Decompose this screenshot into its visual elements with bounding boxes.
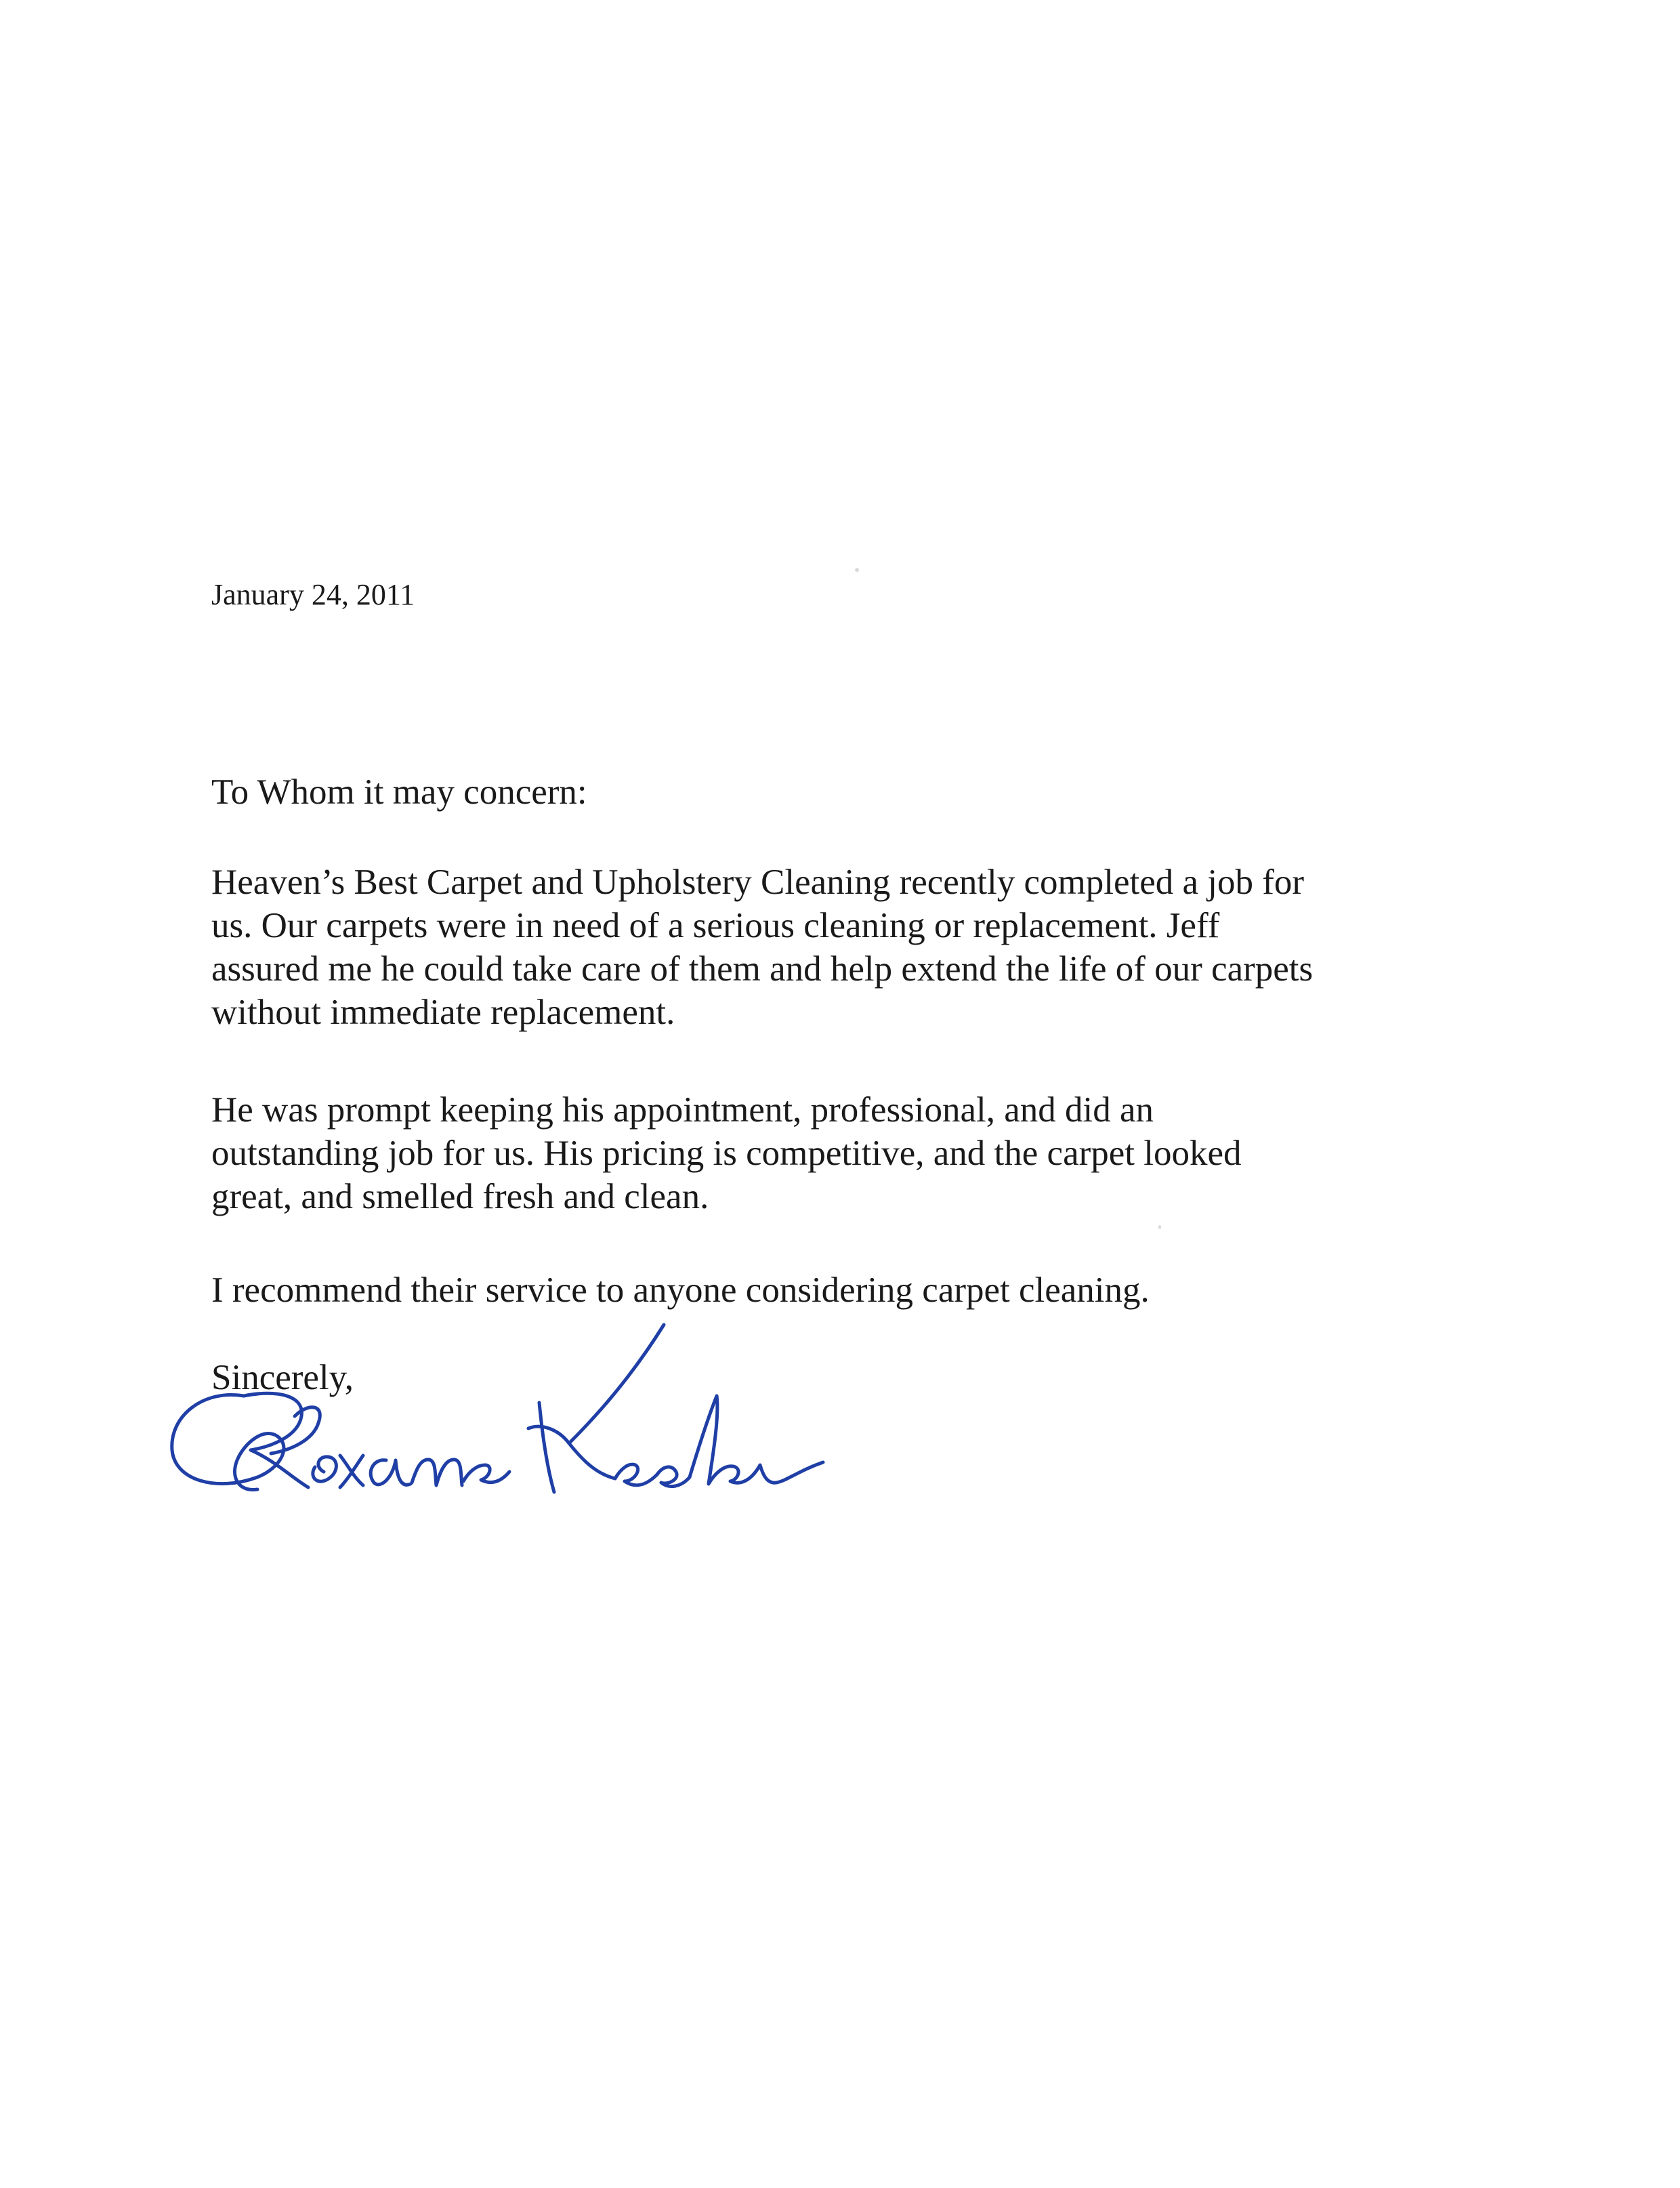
letter-salutation: To Whom it may concern: — [211, 772, 587, 812]
paragraph-line: great, and smelled fresh and clean. — [211, 1177, 709, 1216]
scan-speck — [855, 568, 859, 572]
letter-paragraph — [211, 1268, 1150, 1312]
paragraph-line: assured me he could take care of them and help extend the life of our carpets — [211, 949, 1314, 989]
paragraph-line: Heaven’s Best Carpet and Upholstery Cleaning recently completed a job for — [211, 863, 1305, 902]
paragraph-line: us. Our carpets were in need of a serious cleaning or replacement. Jeff — [211, 906, 1220, 945]
paragraph-line: outstanding job for us. His pricing is competitive, and the carpet looked — [211, 1134, 1242, 1173]
scan-speck — [1158, 1225, 1161, 1229]
letter-date: January 24, 2011 — [211, 578, 415, 611]
paragraph-line: without immediate replacement. — [211, 993, 675, 1032]
paragraph-line: He was prompt keeping his appointment, professional, and did an — [211, 1090, 1154, 1130]
letter-paragraph — [211, 861, 1313, 1034]
paragraph-line: I recommend their service to anyone considering carpet cleaning. — [211, 1271, 1150, 1310]
handwritten-signature — [163, 1315, 854, 1531]
letter-paragraph — [211, 1088, 1242, 1218]
letter-closing: Sincerely, — [211, 1358, 354, 1397]
